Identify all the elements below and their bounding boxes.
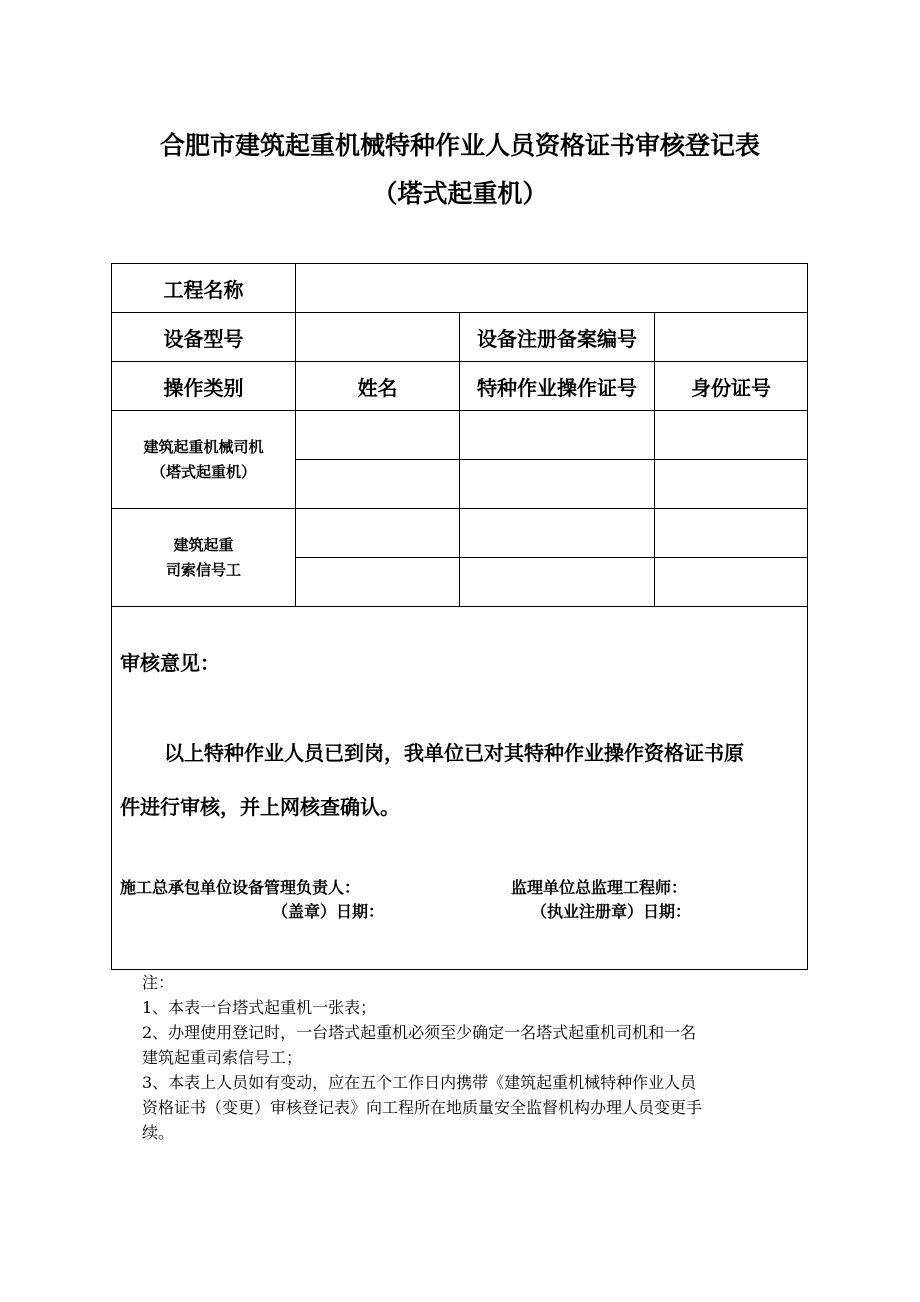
- name-field[interactable]: [296, 460, 460, 509]
- document-title: 合肥市建筑起重机械特种作业人员资格证书审核登记表: [159, 131, 760, 160]
- device-reg-label: 设备注册备案编号: [460, 313, 655, 362]
- cert-no-field[interactable]: [460, 558, 655, 607]
- registration-table: [111, 263, 808, 970]
- review-section: [112, 607, 808, 970]
- notes-heading: 注：: [142, 973, 175, 992]
- device-model-field[interactable]: [296, 313, 460, 362]
- category-signal-worker-line1: 建筑起重: [173, 535, 234, 554]
- category-signal-worker: [112, 509, 296, 607]
- header-cert-no: 特种作业操作证号: [460, 362, 655, 411]
- name-field[interactable]: [296, 411, 460, 460]
- note-1: 1、本表一台塔式起重机一张表；: [142, 998, 377, 1017]
- contractor-seal-date: （盖章）日期：: [272, 902, 385, 921]
- supervisor-seal-date: （执业注册章）日期：: [531, 902, 692, 921]
- cert-no-field[interactable]: [460, 411, 655, 460]
- note-3-line1: 3、本表上人员如有变动，应在五个工作日内携带《建筑起重机械特种作业人员: [142, 1073, 697, 1092]
- note-3-line2: 资格证书（变更）审核登记表》向工程所在地质量安全监督机构办理人员变更手: [142, 1098, 703, 1117]
- document-subtitle: （塔式起重机）: [372, 179, 548, 208]
- supervisor-signature-label: 监理单位总监理工程师：: [511, 878, 688, 897]
- name-field[interactable]: [296, 509, 460, 558]
- note-2-line2: 建筑起重司索信号工；: [142, 1048, 303, 1067]
- contractor-signature-label: 施工总承包单位设备管理负责人：: [120, 878, 361, 897]
- device-model-label: 设备型号: [112, 313, 296, 362]
- project-name-label: 工程名称: [112, 264, 296, 313]
- review-heading: 审核意见：: [120, 651, 220, 675]
- note-2-line1: 2、办理使用登记时，一台塔式起重机必须至少确定一名塔式起重机司机和一名: [142, 1023, 697, 1042]
- note-3-line3: 续。: [142, 1123, 175, 1142]
- id-no-field[interactable]: [655, 411, 808, 460]
- device-reg-field[interactable]: [655, 313, 808, 362]
- id-no-field[interactable]: [655, 558, 808, 607]
- cert-no-field[interactable]: [460, 509, 655, 558]
- id-no-field[interactable]: [655, 509, 808, 558]
- review-paragraph-line2: 件进行审核，并上网核查确认。: [120, 795, 400, 819]
- category-crane-driver-line1: 建筑起重机械司机: [143, 437, 264, 456]
- notes-section: [142, 970, 792, 1145]
- cert-no-field[interactable]: [460, 460, 655, 509]
- header-category: 操作类别: [112, 362, 296, 411]
- category-crane-driver: [112, 411, 296, 509]
- category-crane-driver-line2: （塔式起重机）: [150, 462, 256, 481]
- review-paragraph-line1: 以上特种作业人员已到岗，我单位已对其特种作业操作资格证书原: [164, 741, 744, 765]
- name-field[interactable]: [296, 558, 460, 607]
- id-no-field[interactable]: [655, 460, 808, 509]
- header-name: 姓名: [296, 362, 460, 411]
- project-name-field[interactable]: [296, 264, 808, 313]
- category-signal-worker-line2: 司索信号工: [165, 560, 241, 579]
- header-id-no: 身份证号: [655, 362, 808, 411]
